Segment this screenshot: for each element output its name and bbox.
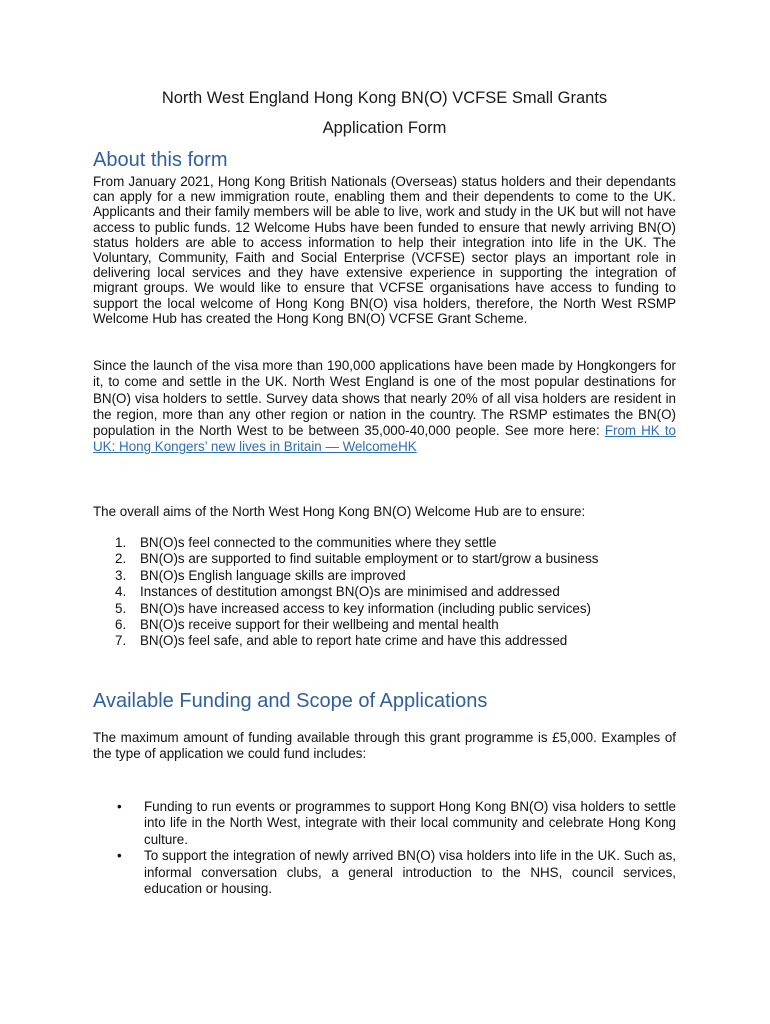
list-text: BN(O)s feel connected to the communities where they settle (140, 535, 497, 550)
list-item (93, 535, 598, 551)
list-text: Instances of destitution amongst BN(O)s are minimised and addressed (140, 584, 560, 600)
list-item (93, 601, 598, 617)
list-item (93, 568, 598, 584)
list-item (93, 617, 598, 633)
document-title: North West England Hong Kong BN(O) VCFSE Small Grants (161, 89, 608, 107)
document-subtitle: Application Form (322, 119, 447, 137)
about-heading: About this form (93, 149, 228, 171)
about-paragraph-1: From January 2021, Hong Kong British Nationals (Overseas) status holders and their dependants can apply for a new immigration route, enabling them and their dependents to come to the UK. Applicants and their family members will be able to live, work and study in the UK but will not have access to public funds. 12 Welcome Hubs have been funded to ensure that newly arriving BN(O) status holders are able to access information to help their integration into life in the UK. The Voluntary, Community, Faith and Social Enterprise (VCFSE) sector plays an important role in delivering local services and they have extensive experience in supporting the integration of migrant groups. We would like to ensure that VCFSE organisations have access to funding to support the local welcome of Hong Kong BN(O) visa holders, therefore, the North West RSMP Welcome Hub has created the Hong Kong BN(O) VCFSE Grant Scheme. (93, 174, 676, 326)
welcomehk-link[interactable]: From HK to UK: Hong Kongers’ new lives in Britain — WelcomeHK (93, 423, 676, 455)
list-text: BN(O)s receive support for their wellbeing and mental health (140, 617, 499, 633)
aims-list (93, 535, 598, 650)
about-paragraph-2-text: Since the launch of the visa more than 190,000 applications have been made by Hongkongers for it, to come and settle in the UK. North West England is one of the most popular destinations for BN(O) visa holders to settle. Survey data shows that nearly 20% of all visa holders are resident in the region, more than any other region or nation in the country. The RSMP estimates the BN(O) population in the North West to be between 35,000-40,000 people. See more here: (93, 358, 676, 439)
funding-heading: Available Funding and Scope of Applications (93, 690, 488, 712)
bullet-icon: • (117, 799, 122, 814)
list-text: To support the integration of newly arrived BN(O) visa holders into life in the UK. Such as, informal conversation clubs, a general introduction to the NHS, council services, education or housing. (144, 848, 676, 897)
list-number: 2. (115, 551, 127, 567)
list-number: 3. (115, 567, 127, 583)
funding-examples-list (93, 799, 676, 897)
list-number: 5. (115, 600, 127, 616)
list-text: BN(O)s feel safe, and able to report hate crime and have this addressed (140, 633, 568, 649)
list-number: 4. (115, 584, 127, 600)
list-item (93, 848, 676, 897)
list-number: 6. (115, 617, 127, 633)
list-text: BN(O)s are supported to find suitable employment or to start/grow a business (140, 551, 599, 567)
bullet-icon: • (117, 848, 122, 864)
list-text: Funding to run events or programmes to support Hong Kong BN(O) visa holders to settle into life in the North West, integrate with their local community and celebrate Hong Kong culture. (144, 799, 676, 847)
about-paragraph-2 (93, 358, 676, 456)
list-item (93, 799, 676, 848)
aims-intro: The overall aims of the North West Hong Kong BN(O) Welcome Hub are to ensure: (93, 504, 586, 519)
list-item (93, 551, 598, 567)
list-item (93, 633, 598, 649)
list-number: 1. (115, 535, 127, 550)
list-item (93, 584, 598, 600)
list-number: 7. (115, 633, 127, 649)
list-text: BN(O)s English language skills are improved (140, 567, 406, 583)
list-text: BN(O)s have increased access to key information (including public services) (140, 600, 592, 616)
funding-paragraph: The maximum amount of funding available through this grant programme is £5,000. Examples of the type of application we could fund includes: (93, 730, 676, 762)
